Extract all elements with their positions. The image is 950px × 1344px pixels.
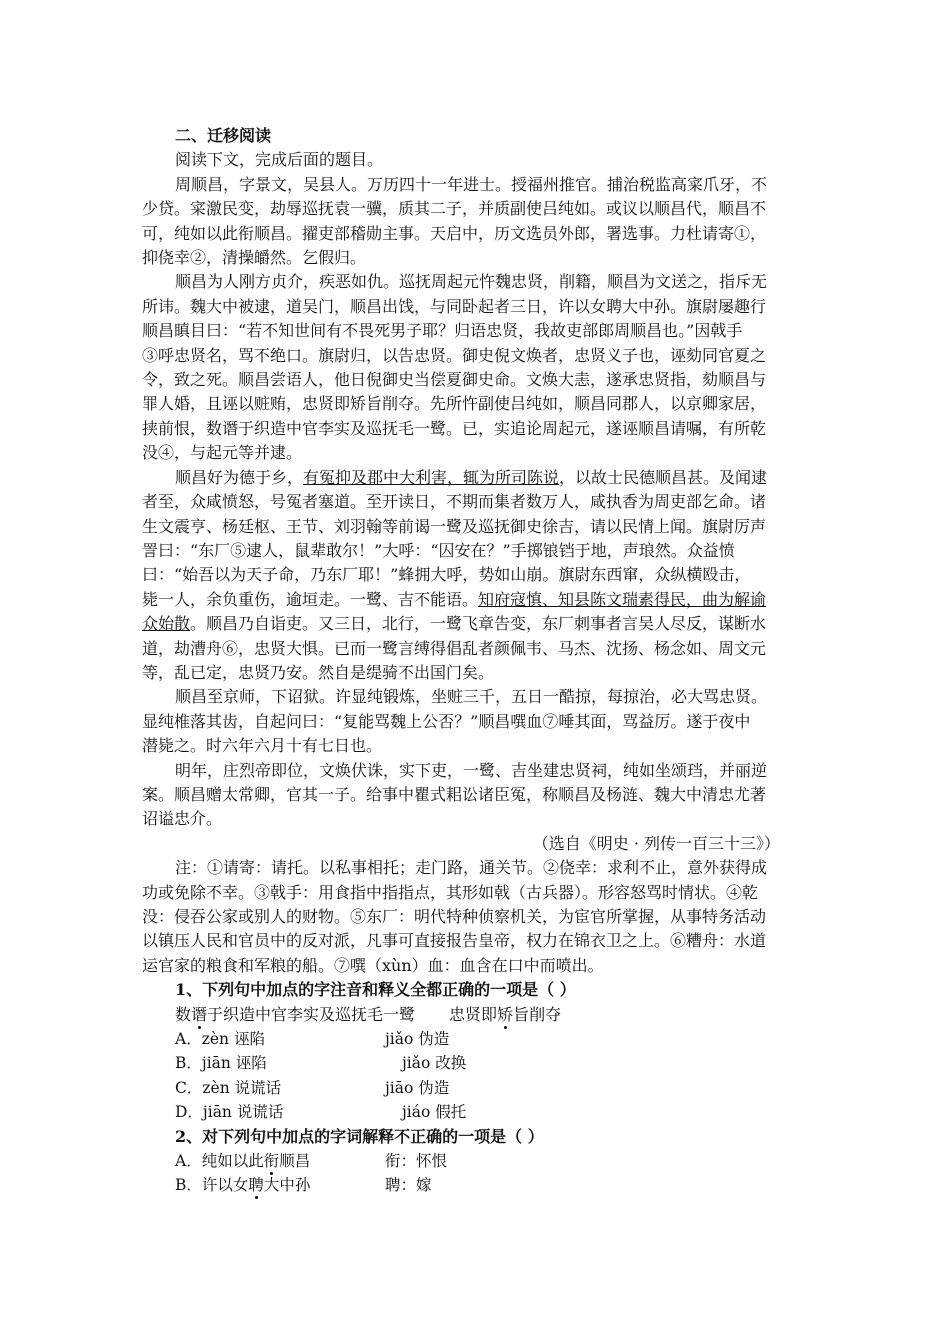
option-a[interactable]: A．zèn 诬陷 jiǎo 伪造 (175, 1030, 450, 1049)
passage-line: 周顺昌，字景文，吴县人。万历四十一年进士。授福州推官。捕治税监高寀爪牙，不 (175, 174, 768, 194)
question-2-options (142, 1149, 810, 1198)
passage-line: 顺昌瞋目曰：“若不知世间有不畏死男子耶？归语忠贤，我故吏部郎周顺昌也。”因戟手 (142, 321, 743, 341)
passage-line: 案。顺昌赠太常卿，官其一子。给事中瞿式耜讼诸臣冤，称顺昌及杨涟、魏大中清忠尤著 (142, 784, 767, 804)
passage-line: 注：①请寄：请托。以私事相托；走门路，通关节。②侥幸：求利不止，意外获得成 (175, 858, 768, 878)
underlined-sentence-2-cont: 众始散 (142, 614, 191, 634)
passage-line: 罪人婚，且诬以赃贿，忠贤即矫旨削夺。先所忤副使吕纯如，顺昌同郡人，以京卿家居， (142, 394, 767, 414)
passage-paragraph-3 (142, 466, 810, 686)
question-1-stem: 1、下列句中加点的字注音和释义全都正确的一项是（ ） (175, 980, 576, 1000)
dotted-char: 矫 (497, 1004, 514, 1024)
option-b[interactable]: B．许以女聘大中孙 聘：嫁 (175, 1176, 432, 1195)
passage-paragraphs-1-2 (142, 173, 810, 466)
passage-line: 少贷。寀激民变，劫辱巡抚袁一骥，质其二子，并质副使吕纯如。或议以顺昌代，顺昌不 (142, 199, 767, 219)
passage-line: 挟前恨，数谮于织造中官李实及巡抚毛一鹭。已，实追论周起元，遂诬顺昌请嘱，有所乾 (142, 418, 767, 438)
passage-line: 明年，庄烈帝即位，文焕伏诛，实下吏，一鹭、吉坐建忠贤祠，纯如坐颂珰，并丽逆 (175, 760, 768, 780)
passage-line: 生文震亨、杨廷枢、王节、刘羽翰等前谒一鹭及巡抚御史徐吉，请以民情上闻。旗尉厉声 (142, 516, 767, 536)
passage-line: 潜毙之。时六年六月十有七日也。 (142, 736, 383, 756)
passage-line: 抑侥幸②，清操皭然。乞假归。 (142, 248, 367, 268)
dotted-char: 谮 (191, 1004, 208, 1024)
option-b[interactable]: B．jiān 诬陷 jiǎo 改换 (175, 1054, 467, 1073)
passage-line: 众始散。顺昌乃自诣吏。又三日，北行，一鹭飞章告变，东厂刺事者言吴人尽反，谋断水 (142, 614, 767, 634)
passage-line: ③呼忠贤名，骂不绝口。旗尉归，以告忠贤。御史倪文焕者，忠贤义子也，诬劾同官夏之 (142, 345, 767, 365)
question-2-stem: 2、对下列句中加点的字词解释不正确的一项是（ ） (175, 1126, 544, 1146)
document-page (142, 124, 810, 1198)
question-1-options (142, 1027, 810, 1125)
question-1-sentences: 数谮于织造中官李实及巡抚毛一鹭 忠贤即矫旨削夺 (175, 1004, 562, 1024)
source-citation: （选自《明史 · 列传一百三十三》） (532, 833, 780, 853)
passage-line: 以镇压人民和官员中的反对派，凡事可直接报告皇帝，权力在锦衣卫之上。⑥糟舟：水道 (142, 931, 767, 951)
option-c[interactable]: C．zèn 说谎话 jiāo 伪造 (175, 1078, 450, 1097)
passage-line: 运官家的粮食和军粮的船。⑦噀（xùn）血：血含在口中而喷出。 (142, 955, 604, 975)
option-d[interactable]: D．jiān 说谎话 jiáo 假托 (175, 1103, 467, 1122)
passage-line: 令，致之死。顺昌尝语人，他日倪御史当偿夏御史命。文焕大恚，遂承忠贤指，劾顺昌与 (142, 370, 767, 390)
passage-line: 者至，众咸愤怒，号冤者塞道。至开读日，不期而集者数万人，咸执香为周吏部乞命。诸 (142, 492, 767, 512)
passage-line: 毙一人，余负重伤，逾垣走。一鹭、吉不能语。知府寇慎、知县陈文瑞素得民，曲为解谕 (142, 589, 767, 609)
passage-line: 没：侵吞公家或别人的财物。⑤东厂：明代特种侦察机关，为宦官所掌握，从事特务活动 (142, 907, 767, 926)
passage-line: 可，纯如以此衔顺昌。擢吏部稽勋主事。天启中，历文选员外郎，署选事。力杜请寄①， (142, 223, 767, 243)
passage-line: 功或免除不幸。③戟手：用食指中指指点，其形如戟（古兵器）。形容怒骂时情状。④乾 (142, 882, 759, 902)
passage-line: 没④，与起元等并逮。 (142, 443, 303, 463)
annotation-notes (142, 856, 810, 978)
dotted-char: 衔 (263, 1152, 280, 1171)
passage-line: 诏谥忠介。 (142, 809, 223, 829)
underlined-sentence-1: 有冤抑及郡中大利害，辄为所司陈说 (303, 467, 560, 487)
passage-line: 顺昌好为德于乡，有冤抑及郡中大利害，辄为所司陈说，以故士民德顺昌甚。及闻逮 (175, 467, 768, 487)
passage-line: 道，劫漕舟⑥，忠贤大惧。已而一鹭言缚得倡乱者颜佩韦、马杰、沈扬、杨念如、周文元 (142, 638, 767, 658)
underlined-sentence-2: 知府寇慎、知县陈文瑞素得民，曲为解谕 (478, 589, 767, 609)
passage-line: 等，乱已定，忠贤乃安。然自是缇骑不出国门矣。 (142, 662, 495, 682)
option-a[interactable]: A．纯如以此衔顺昌 衔：怀恨 (175, 1152, 448, 1171)
passage-line: 所讳。魏大中被逮，道吴门，顺昌出饯，与同卧起者三日，许以女聘大中孙。旗尉屡趣行 (142, 296, 767, 316)
passage-line: 詈曰：“东厂⑤逮人，鼠辈敢尔！”大呼：“囚安在？”手掷锒铛于地，声琅然。众益愤 (142, 540, 735, 560)
passage-line: 显纯椎落其齿，自起问曰：“复能骂魏上公否？”顺昌噀血⑦唾其面，骂益厉。遂于夜中 (142, 711, 751, 731)
section-title: 二、迁移阅读 (175, 126, 272, 145)
dotted-char: 聘 (248, 1176, 264, 1195)
instruction: 阅读下文，完成后面的题目。 (175, 150, 384, 170)
passage-line: 顺昌至京师，下诏狱。许显纯锻炼，坐赃三千，五日一酷掠，每掠治，必大骂忠贤。 (175, 687, 768, 707)
passage-line: 顺昌为人刚方贞介，疾恶如仇。巡抚周起元忤魏忠贤，削籍，顺昌为文送之，指斥无 (175, 272, 768, 292)
passage-paragraphs-4-5 (142, 685, 810, 831)
passage-line: 曰：“始吾以为天子命，乃东厂耶！”蜂拥大呼，势如山崩。旗尉东西窜，众纵横殴击， (142, 565, 751, 585)
